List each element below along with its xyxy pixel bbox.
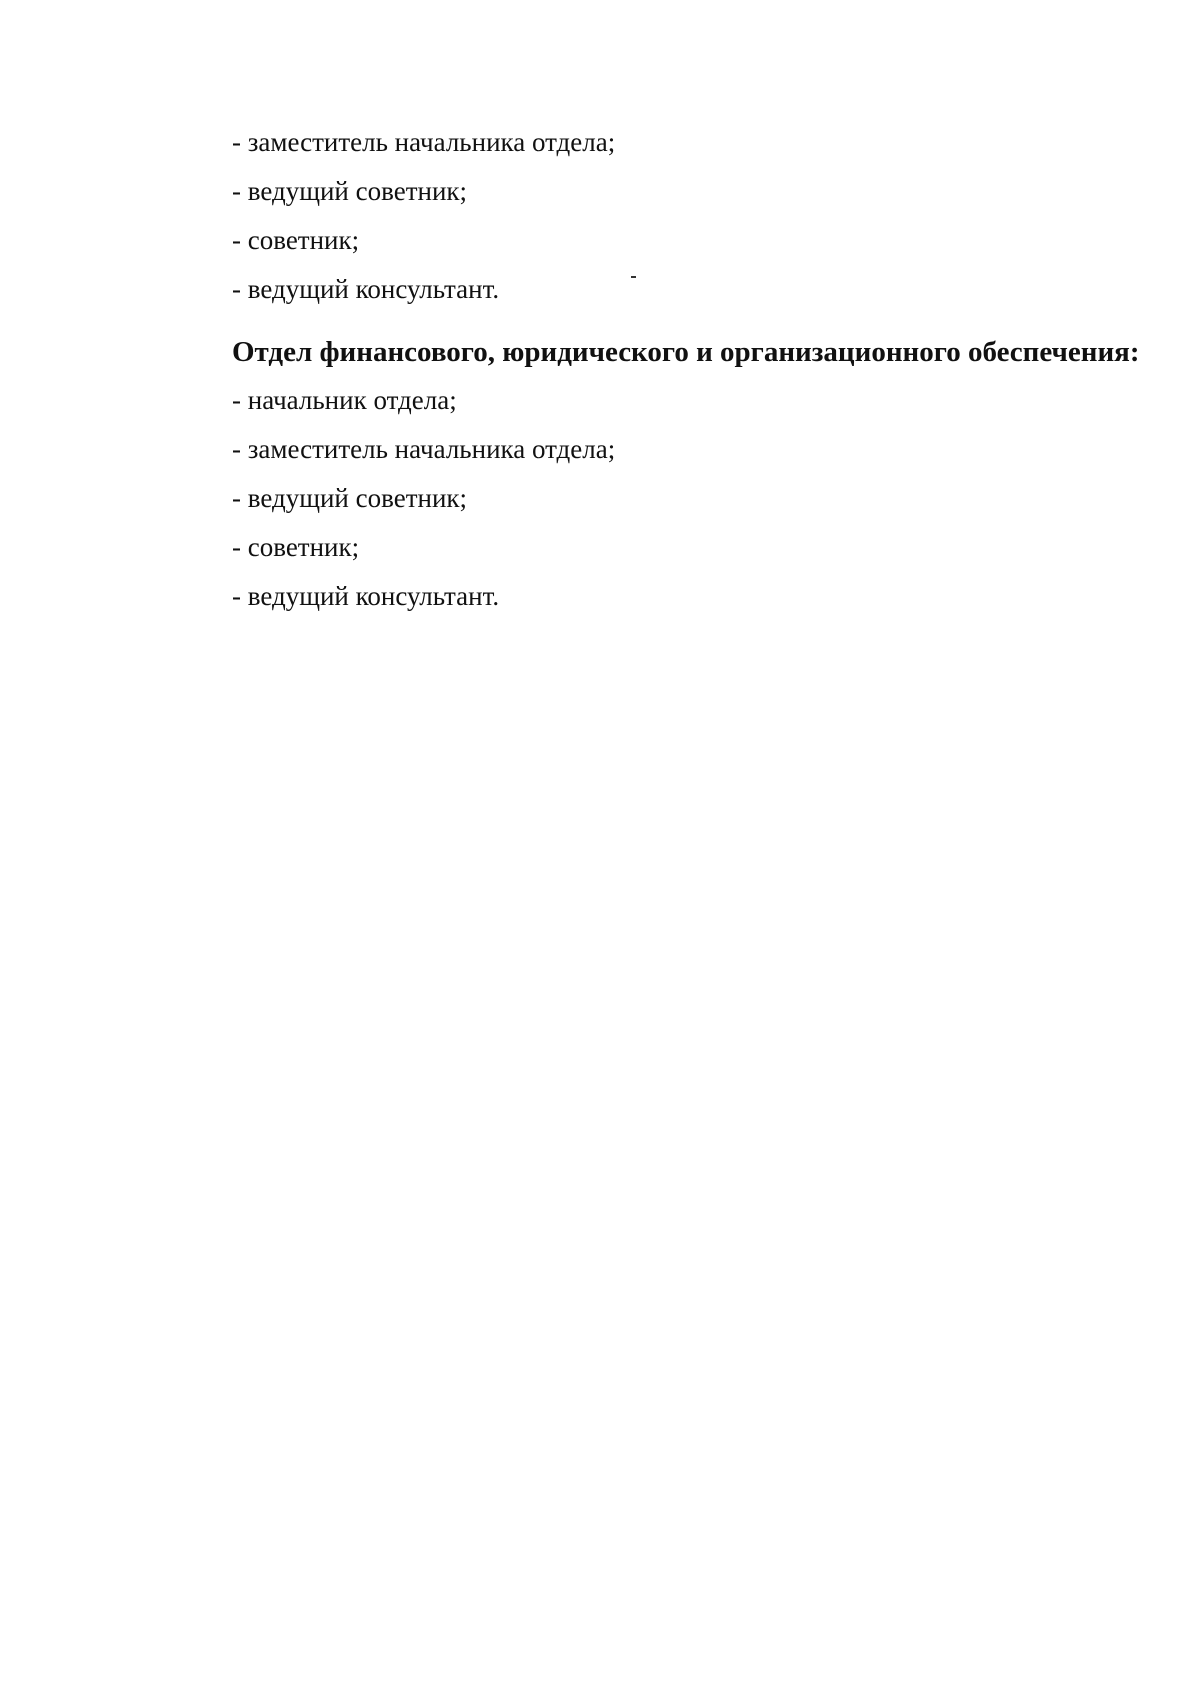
position-list-2 [232,376,1132,621]
list-item: - ведущий советник; [232,176,468,206]
scan-speck [631,276,636,278]
list-item: - заместитель начальника отдела; [232,127,616,157]
list-item: - советник; [232,532,360,562]
document-content [232,118,1140,621]
list-item: - советник; [232,225,360,255]
section-heading: Отдел финансового, юридического и организационного обеспечения: [232,336,1140,368]
list-item: - заместитель начальника отдела; [232,434,616,464]
position-list-1 [232,118,1132,314]
list-item: - ведущий консультант. [232,274,500,304]
list-item: - ведущий советник; [232,483,468,513]
list-item: - ведущий консультант. [232,581,500,611]
list-item: - начальник отдела; [232,385,457,415]
